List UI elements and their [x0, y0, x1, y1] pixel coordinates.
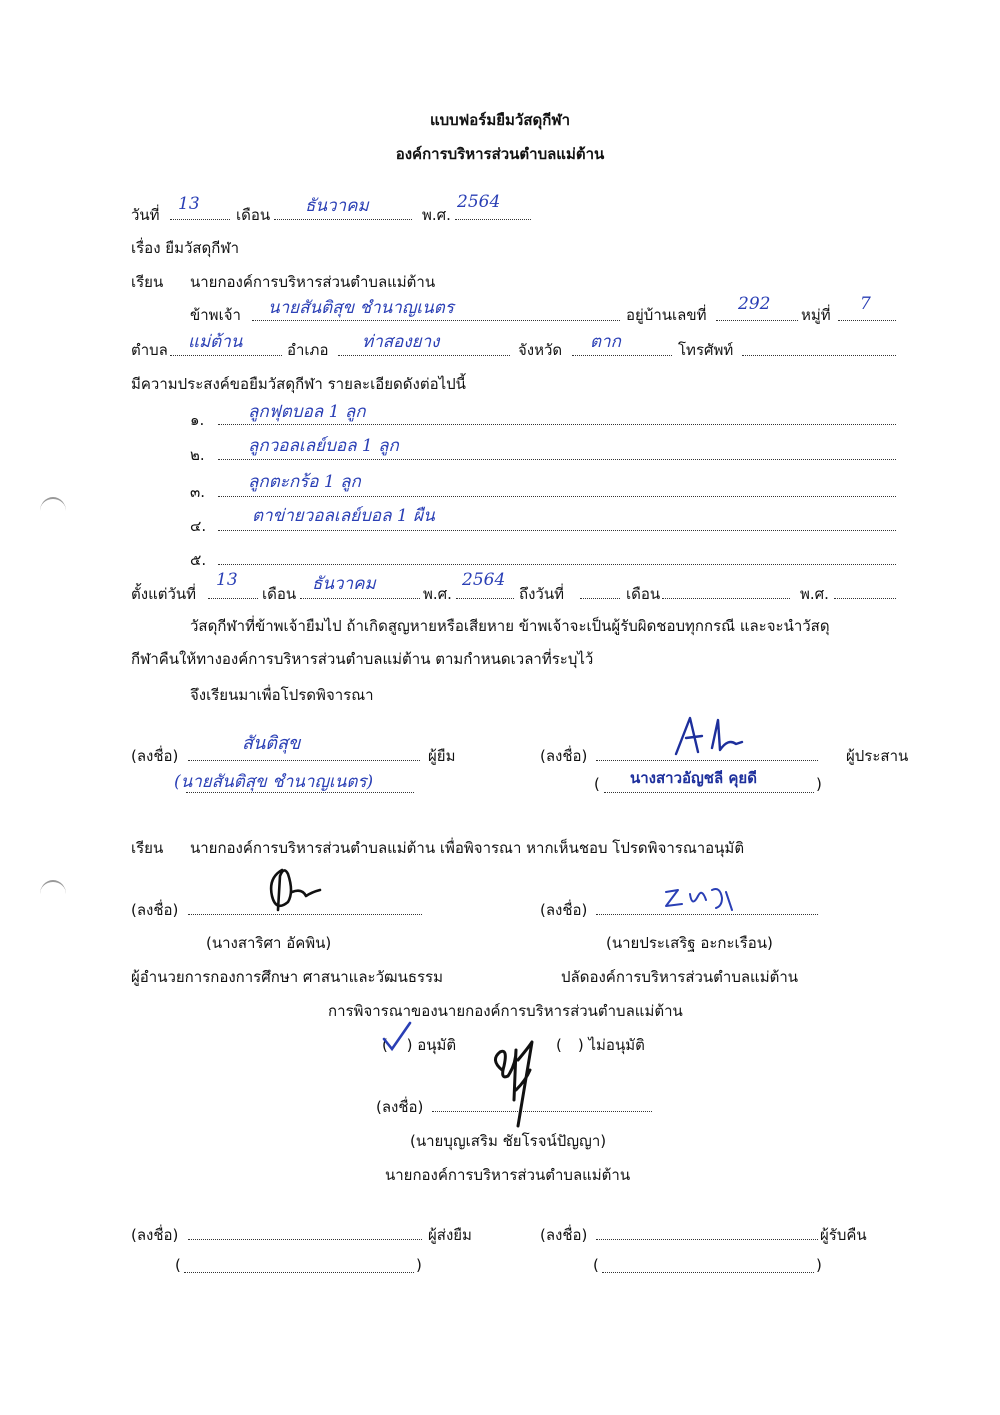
reject-checkbox[interactable]: ( ) ไม่อนุมัติ: [556, 1036, 645, 1054]
mayor-sign-label: (ลงชื่อ): [376, 1098, 424, 1116]
period-from-year-line: [456, 598, 514, 599]
recipient-label: เรียน: [131, 273, 164, 291]
palat-position: ปลัดองค์การบริหารส่วนตำบลแม่ต้าน: [561, 968, 799, 986]
applicant-name-value[interactable]: นายสันติสุข ชำนาญเนตร: [268, 298, 454, 318]
province-value[interactable]: ตาก: [590, 332, 621, 352]
period-from-month[interactable]: ธันวาคม: [312, 574, 376, 594]
director-sign-label: (ลงชื่อ): [131, 901, 179, 919]
forward-label: เรียน: [131, 839, 164, 857]
province-label: จังหวัด: [518, 341, 563, 359]
item-number: ๕.: [190, 551, 207, 569]
receiver-name-line[interactable]: [602, 1272, 814, 1273]
moo-value[interactable]: 7: [860, 294, 871, 314]
subject-line: เรื่อง ยืมวัสดุกีฬา: [131, 239, 240, 257]
period-from-day[interactable]: 13: [216, 570, 238, 590]
forward-text: นายกองค์การบริหารส่วนตำบลแม่ต้าน เพื่อพิจารณา หากเห็นชอบ โปรดพิจารณาอนุมัติ: [190, 839, 745, 857]
period-to-label: ถึงวันที่: [519, 585, 564, 603]
mayor-position: นายกองค์การบริหารส่วนตำบลแม่ต้าน: [385, 1166, 631, 1184]
sender-paren-close: ): [416, 1256, 422, 1274]
palat-name: (นายประเสริฐ อะกะเรือน): [606, 934, 773, 952]
coordinator-sign-label: (ลงชื่อ): [540, 747, 588, 765]
phone-label: โทรศัพท์: [678, 341, 734, 359]
coordinator-name-line: [604, 792, 814, 793]
year-value[interactable]: 2564: [457, 192, 501, 212]
mayor-signature: [488, 1040, 548, 1132]
item-number: ๑.: [190, 411, 205, 429]
receiver-role: ผู้รับคืน: [820, 1226, 867, 1244]
period-to-day-line: [580, 598, 620, 599]
item-value[interactable]: ลูกฟุตบอล 1 ลูก: [248, 402, 366, 422]
sender-name-line[interactable]: [184, 1272, 414, 1273]
day-field-line: [170, 219, 230, 220]
recipient-text: นายกองค์การบริหารส่วนตำบลแม่ต้าน: [190, 273, 436, 291]
item-value[interactable]: ลูกตะกร้อ 1 ลูก: [248, 472, 361, 492]
house-number-value[interactable]: 292: [738, 294, 771, 314]
hole-punch-icon: [40, 497, 66, 525]
period-to-month-line: [662, 598, 790, 599]
mayor-name: (นายบุญเสริม ชัยโรจน์ปัญญา): [410, 1132, 607, 1150]
applicant-name-label: ข้าพเจ้า: [190, 306, 241, 324]
tambon-value[interactable]: แม่ต้าน: [188, 332, 243, 352]
borrower-name[interactable]: (นายสันติสุข ชำนาญเนตร): [174, 772, 374, 792]
year-field-line: [455, 219, 531, 220]
province-line: [572, 355, 672, 356]
receiver-sign-line: [596, 1239, 818, 1240]
item-line: [218, 564, 896, 565]
palat-signature: [660, 880, 750, 916]
coordinator-paren-open: (: [594, 775, 600, 793]
organization-title: องค์การบริหารส่วนตำบลแม่ต้าน: [395, 145, 605, 163]
coordinator-paren-close: ): [816, 775, 822, 793]
receiver-paren-open: (: [593, 1256, 599, 1274]
month-value[interactable]: ธันวาคม: [305, 196, 369, 216]
coordinator-name-stamp: นางสาวอัญชลี คุยดี: [630, 769, 757, 787]
director-name: (นางสาริศา อัคพิน): [206, 934, 332, 952]
purpose-line: มีความประสงค์ขอยืมวัสดุกีฬา รายละเอียดดังต่อไปนี้: [131, 375, 466, 393]
house-number-label: อยู่บ้านเลขที่: [626, 306, 707, 324]
item-number: ๒.: [190, 446, 205, 464]
period-from-month-line: [300, 598, 420, 599]
tambon-line: [170, 355, 282, 356]
sender-paren-open: (: [175, 1256, 181, 1274]
period-month-label: เดือน: [262, 585, 297, 603]
borrower-sign-label: (ลงชื่อ): [131, 747, 179, 765]
responsibility-line-2: กีฬาคืนให้ทางองค์การบริหารส่วนตำบลแม่ต้าน ตามกำหนดเวลาที่ระบุไว้: [131, 650, 594, 668]
item-value[interactable]: ตาข่ายวอลเลย์บอล 1 ผืน: [252, 506, 435, 526]
hole-punch-icon: [40, 880, 66, 908]
year-label: พ.ศ.: [422, 206, 451, 224]
period-to-year-label: พ.ศ.: [800, 585, 829, 603]
borrower-sign-line: [188, 760, 420, 761]
item-line: [218, 530, 896, 531]
period-year-label: พ.ศ.: [423, 585, 452, 603]
period-from-year[interactable]: 2564: [462, 570, 506, 590]
receiver-sign-label: (ลงชื่อ): [540, 1226, 588, 1244]
approve-label: อนุมัติ: [417, 1036, 457, 1054]
moo-line: [838, 320, 896, 321]
month-label: เดือน: [236, 206, 271, 224]
borrower-role: ผู้ยืม: [428, 747, 456, 765]
director-signature: [262, 862, 332, 918]
item-number: ๔.: [190, 517, 207, 535]
period-to-year-line: [834, 598, 896, 599]
coordinator-signature: [668, 708, 768, 768]
item-number: ๓.: [190, 483, 206, 501]
approve-checkbox[interactable]: ( ) อนุมัติ: [382, 1033, 456, 1057]
coordinator-role: ผู้ประสาน: [846, 747, 909, 765]
tambon-label: ตำบล: [131, 341, 168, 359]
period-to-month-label: เดือน: [626, 585, 661, 603]
phone-line: [742, 355, 896, 356]
borrower-signature[interactable]: สันติสุข: [242, 733, 301, 754]
reject-label: ไม่อนุมัติ: [588, 1036, 645, 1054]
sender-sign-label: (ลงชื่อ): [131, 1226, 179, 1244]
amphoe-label: อำเภอ: [287, 341, 329, 359]
amphoe-line: [338, 355, 510, 356]
amphoe-value[interactable]: ท่าสองยาง: [362, 332, 440, 352]
closing-line: จึงเรียนมาเพื่อโปรดพิจารณา: [190, 686, 374, 704]
checkmark-icon: [382, 1023, 412, 1053]
decision-heading: การพิจารณาของนายกองค์การบริหารส่วนตำบลแม่ต้าน: [328, 1002, 683, 1020]
day-label: วันที่: [131, 206, 160, 224]
period-from-label: ตั้งแต่วันที่: [131, 585, 197, 603]
borrower-name-line: [186, 792, 414, 793]
item-line: [218, 459, 896, 460]
sender-role: ผู้ส่งยืม: [428, 1226, 472, 1244]
item-line: [218, 496, 896, 497]
day-value[interactable]: 13: [178, 194, 200, 214]
director-position: ผู้อำนวยการกองการศึกษา ศาสนาและวัฒนธรรม: [131, 968, 443, 986]
palat-sign-label: (ลงชื่อ): [540, 901, 588, 919]
receiver-paren-close: ): [816, 1256, 822, 1274]
month-field-line: [274, 219, 412, 220]
house-number-line: [716, 320, 798, 321]
moo-label: หมู่ที่: [801, 306, 831, 324]
item-value[interactable]: ลูกวอลเลย์บอล 1 ลูก: [248, 436, 399, 456]
responsibility-line-1: วัสดุกีฬาที่ข้าพเจ้ายืมไป ถ้าเกิดสูญหายหรือเสียหาย ข้าพเจ้าจะเป็นผู้รับผิดชอบทุกกรณี และจะนำวัสดุ: [190, 617, 830, 635]
sender-sign-line: [188, 1239, 422, 1240]
form-title: แบบฟอร์มยืมวัสดุกีฬา: [429, 111, 571, 129]
period-from-day-line: [208, 598, 258, 599]
